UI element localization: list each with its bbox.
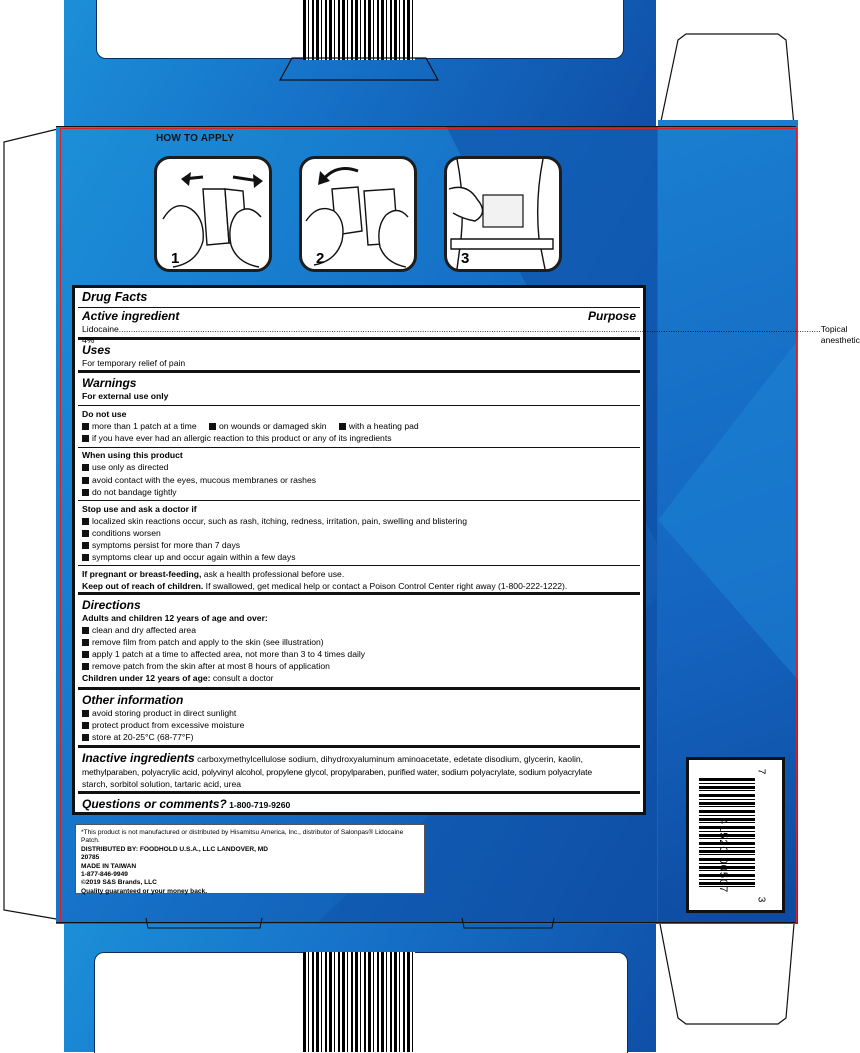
step-3-illustration [444,156,562,272]
right-flap-top-outline [658,30,798,130]
purpose-heading: Purpose [587,309,636,323]
questions-phone: 1-800-719-9260 [229,800,291,810]
do-not-use-heading: Do not use [82,409,127,419]
when-using-item: use only as directed [82,461,168,473]
stop-use-item: localized skin reactions occur, such as rash, itching, redness, irritation, pain, swelling and blistering [82,515,467,527]
directions-item: apply 1 patch at a time to affected area, not more than 3 to 4 times daily [82,648,365,660]
inactive-ingredients-section [78,748,640,794]
top-barcode-strip [303,0,415,60]
inactive-line-2: methylparaben, polyacrylic acid, polyvinyl alcohol, propylene glycol, propylparaben, purified water, sodium polyacrylate, sodium polyacrylate [82,767,593,777]
stop-use-item: symptoms persist for more than 7 days [82,539,240,551]
barcode-digit-right: 7 [755,768,767,775]
glue-flap-outline [0,120,64,920]
distributor-line: DISTRIBUTED BY: FOODHOLD U.S.A., LLC LANDOVER, MD [81,845,269,853]
upc-barcode [686,757,785,913]
step-number: 2 [316,250,325,267]
active-ingredient-heading: Active ingredient [82,309,180,323]
other-info-item: protect product from excessive moisture [82,719,244,731]
zip-line: 20785 [81,854,100,862]
directions-item: clean and dry affected area [82,624,196,636]
directions-item: remove film from patch and apply to the skin (see illustration) [82,636,324,648]
other-information-section [78,690,640,748]
uses-heading: Uses [82,343,111,357]
inactive-line-3: starch, sorbitol solution, tartaric acid, urea [82,779,242,789]
dot-leader: ...................................................................................................................................................................................................................................................................................................... [118,324,821,334]
stop-use-heading: Stop use and ask a doctor if [82,504,197,514]
distributor-note [75,824,425,894]
step-1-illustration [154,156,272,272]
keep-out-warning: Keep out of reach of children. If swallowed, get medical help or contact a Poison Control Center right away (1-800-222-1222). [82,581,568,591]
pregnancy-warning: If pregnant or breast-feeding, ask a health professional before use. [82,569,345,579]
directions-children: Children under 12 years of age: consult a doctor [82,673,274,683]
warnings-section [78,373,640,595]
other-info-item: store at 20-25°C (68-77°F) [82,731,193,743]
questions-row [82,798,290,811]
stop-use-item: symptoms clear up and occur again within a few days [82,551,296,563]
directions-item: remove patch from the skin after at most 8 hours of application [82,660,330,672]
other-info-item: avoid storing product in direct sunlight [82,707,236,719]
warnings-heading: Warnings [82,376,137,390]
active-ingredient-section [78,288,860,345]
uses-section [78,340,640,373]
top-fold-line [56,126,796,127]
when-using-item: do not bandage tightly [82,486,177,498]
how-to-apply-title: HOW TO APPLY [156,133,235,144]
directions-heading: Directions [82,598,141,612]
barcode-digit-left: 3 [755,896,767,903]
step-2-illustration [299,156,417,272]
trademark-disclaimer: *This product is not manufactured or distributed by Hisamitsu America, Inc., distributor of Salonpas® Lidocaine Patch. [81,829,404,845]
bottom-barcode-strip [303,952,415,1052]
ingredient-purpose: Topical anesthetic [820,324,860,345]
when-using-heading: When using this product [82,450,183,460]
drug-facts-panel [72,285,860,815]
drug-facts-title: Drug Facts [82,290,148,304]
guarantee-line: Quality guaranteed or your money back. [81,887,208,895]
inactive-line-1: Inactive ingredients carboxymethylcellulose sodium, dihydroxyaluminum aminoacetate, edetate disodium, glycerin, kaolin, [82,751,584,765]
top-tab-outline [278,54,440,82]
step-number: 3 [461,250,470,267]
right-flap-bottom-outline [658,920,798,1050]
external-use-text: For external use only [82,391,169,401]
step-number: 1 [171,250,180,267]
other-information-heading: Other information [82,693,184,707]
do-not-use-row: more than 1 patch at a time on wounds or damaged skin with a heating pad [82,420,419,432]
bottom-tab-notches [140,916,560,932]
ingredient-name: Lidocaine 4% [82,324,119,345]
made-in-line: MADE IN TAIWAN [81,862,137,870]
do-not-use-allergy: if you have ever had an allergic reaction to this product or any of its ingredients [82,432,392,444]
barcode-digits-middle: 41520 00507 [717,818,729,894]
stop-use-item: conditions worsen [82,527,161,539]
directions-section [78,595,640,690]
copyright-line: ©2019 S&S Brands, LLC [81,879,157,887]
phone-line: 1-877-846-9949 [81,871,128,879]
directions-adults: Adults and children 12 years of age and over: [82,613,268,623]
questions-heading: Questions or comments? [82,797,227,811]
when-using-item: avoid contact with the eyes, mucous membranes or rashes [82,474,316,486]
inactive-ingredients-heading: Inactive ingredients [82,751,195,765]
uses-text: For temporary relief of pain [82,358,186,368]
